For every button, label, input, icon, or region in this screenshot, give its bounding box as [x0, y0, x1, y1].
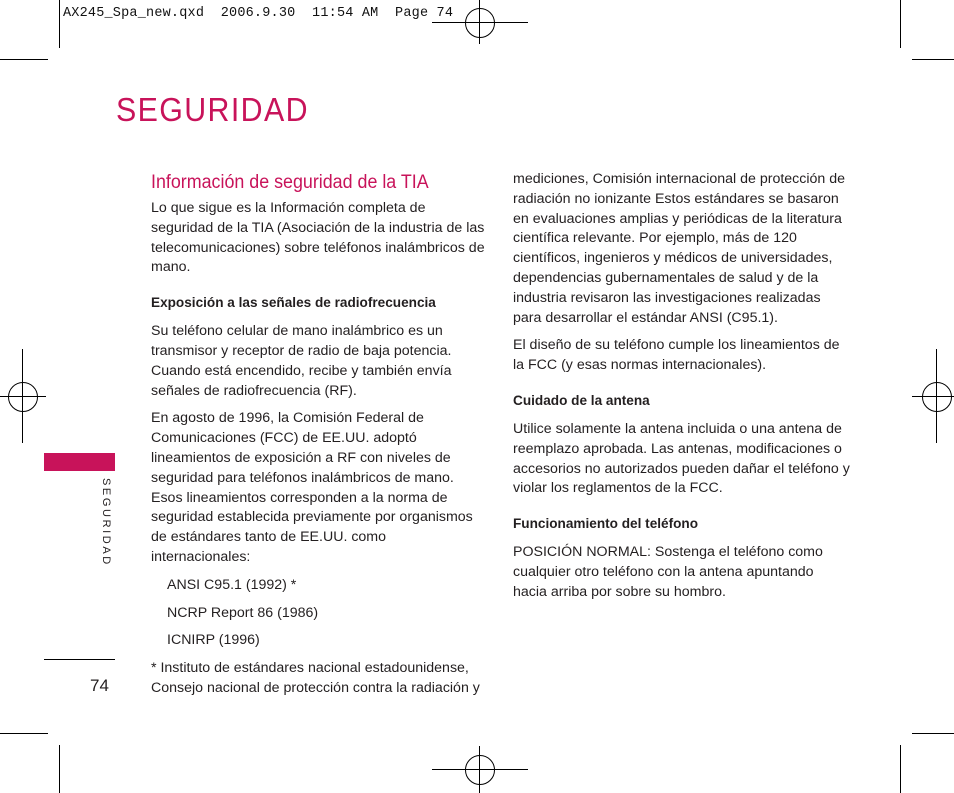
- crop-mark-top-right-v: [900, 0, 901, 48]
- right-column: [513, 170, 851, 611]
- footnote: * Instituto de estándares nacional estadounidense, Consejo nacional de protección contra la radiación y: [151, 660, 480, 696]
- crop-mark-top-right-h: [912, 59, 954, 60]
- page-number-rule: [44, 659, 115, 660]
- crop-mark-bottom-right-v: [900, 745, 901, 793]
- operation-paragraph: POSICIÓN NORMAL: Sostenga el teléfono como cualquier otro teléfono con la antena apuntando hacia arriba por sobre su hombro.: [513, 544, 823, 600]
- standard-item-icnirp: ICNIRP (1996): [167, 632, 260, 649]
- crop-mark-bottom-left-h: [0, 733, 48, 734]
- page-number: 74: [90, 676, 109, 695]
- crop-mark-top-left-h: [0, 59, 48, 60]
- standard-item-ansi: ANSI C95.1 (1992) *: [167, 576, 297, 593]
- side-tab-bar: [44, 453, 115, 471]
- crop-mark-top-left-v: [59, 0, 60, 48]
- subhead-antenna-care: Cuidado de la antena: [513, 392, 650, 408]
- standard-item-ncrp: NCRP Report 86 (1986): [167, 604, 319, 621]
- design-paragraph: El diseño de su teléfono cumple los lineamientos de la FCC (y esas normas internacionales).: [513, 337, 840, 374]
- intro-paragraph: Lo que sigue es la Información completa de seguridad de la TIA (Asociación de la industria de las telecomunicaciones) sobre teléfonos inalámbricos de mano.: [151, 200, 485, 276]
- slug-line: AX245_Spa_new.qxd 2006.9.30 11:54 AM Page 74: [63, 6, 454, 21]
- crop-mark-bottom-left-v: [59, 745, 60, 793]
- antenna-paragraph: Utilice solamente la antena incluida o una antena de reemplazo aprobada. Las antenas, modificaciones o accesorios no autorizados pueden dañar el teléfono y violar los reglamentos de la FCC.: [513, 420, 850, 497]
- subhead-phone-operation: Funcionamiento del teléfono: [513, 516, 699, 532]
- rf-paragraph-1: Su teléfono celular de mano inalámbrico es un transmisor y receptor de radio de baja potencia. Cuando está encendido, recibe y también envía señales de radiofrecuencia (RF).: [151, 323, 452, 399]
- continued-paragraph: mediciones, Comisión internacional de protección de radiación no ionizante Estos estándares se basaron en evaluaciones amplias y periódicas de la literatura científica relevante. Por ejemplo, más de 120 científicos, ingenieros y médicos de universidades, dependencias gubernamentales de salud y de la industria revisaron las investigaciones realizadas para desarrollar el estándar ANSI (C95.1).: [513, 171, 846, 326]
- subhead-rf-exposure: Exposición a las señales de radiofrecuencia: [151, 295, 436, 311]
- rf-paragraph-2: En agosto de 1996, la Comisión Federal de Comunicaciones (FCC) de EE.UU. adoptó lineamientos de exposición a RF con niveles de seguridad para teléfonos inalámbricos de mano. Esos lineamientos corresponden a la norma de seguridad establecida previamente por organismos de estándares tanto de EE.UU. como internacionales:: [151, 410, 473, 565]
- section-title: Información de seguridad de la TIA: [151, 172, 429, 193]
- side-tab-label: SEGURIDAD: [100, 478, 112, 567]
- left-column: [151, 170, 486, 707]
- page-title: SEGURIDAD: [116, 91, 309, 128]
- crop-mark-bottom-right-h: [912, 733, 954, 734]
